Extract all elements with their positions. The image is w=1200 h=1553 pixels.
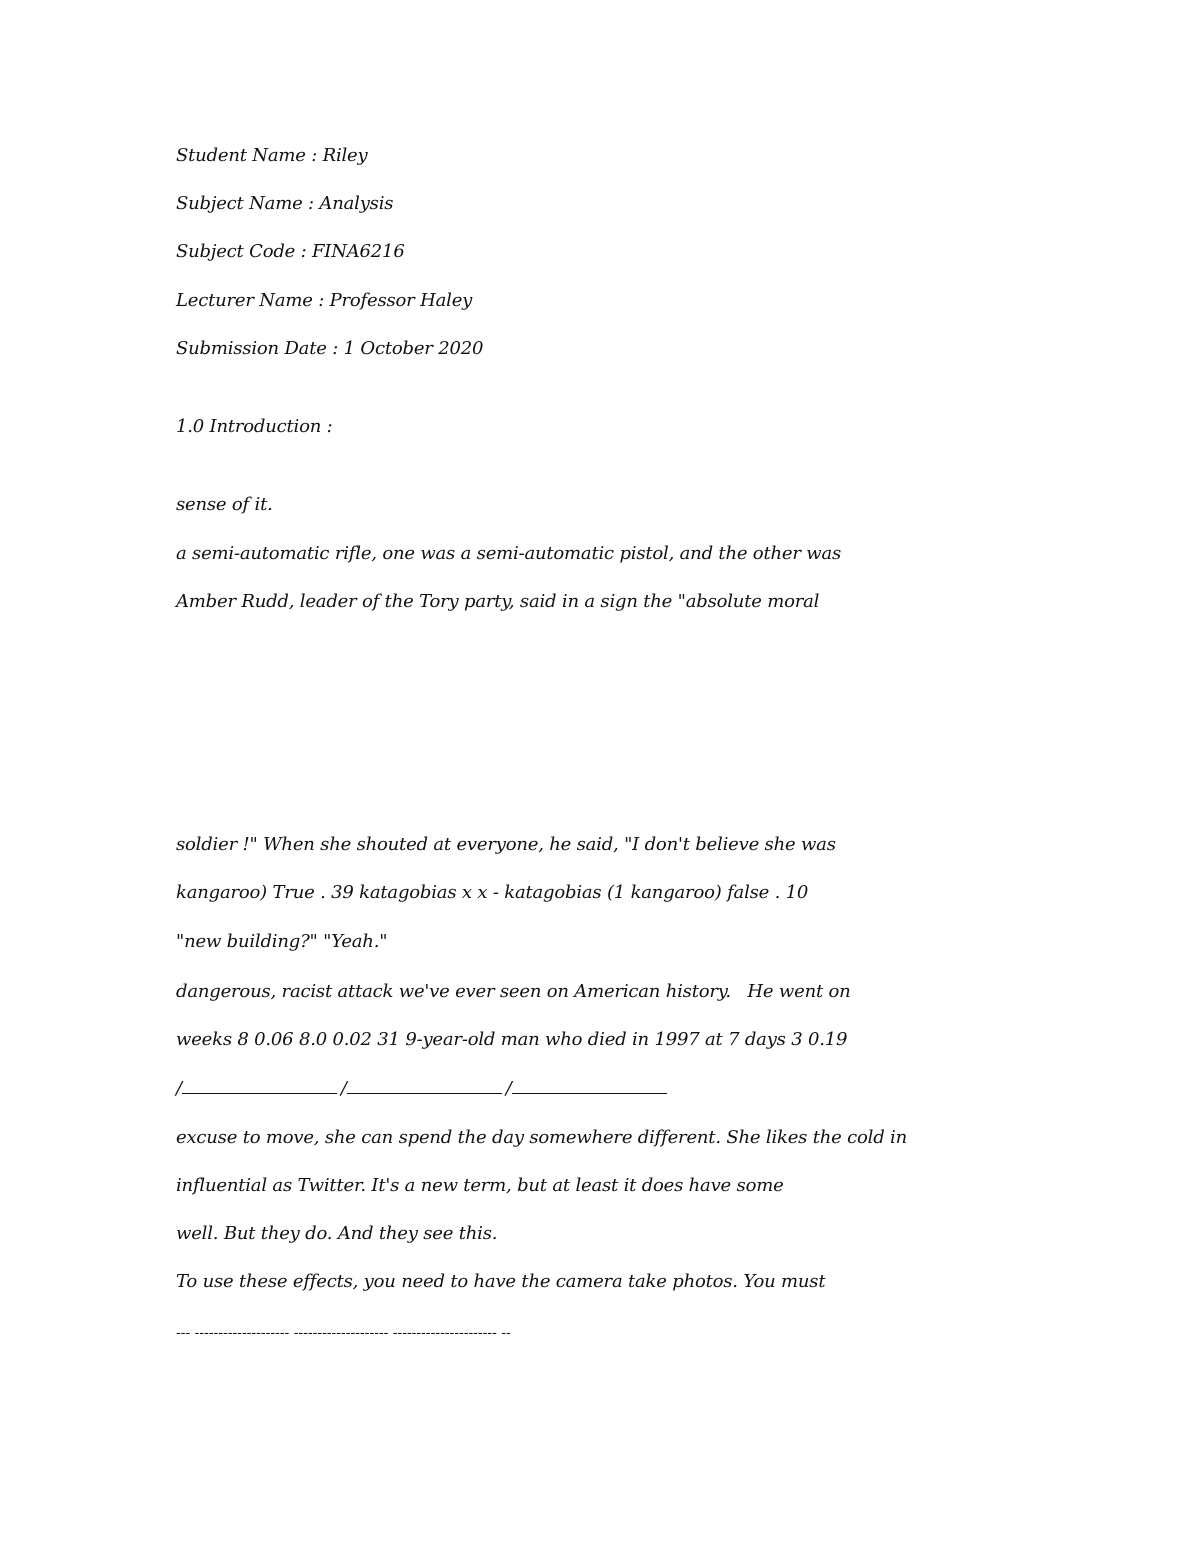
slash-3: / <box>505 1078 512 1099</box>
section-heading: 1.0 Introduction : <box>176 416 333 437</box>
body-line-4: soldier !" When she shouted at everyone, he said, "I don't believe she was <box>176 834 836 855</box>
blank-line-2 <box>347 1079 502 1094</box>
body-line-12: To use these effects, you need to have the camera take photos. You must <box>176 1271 826 1292</box>
body-line-8: weeks 8 0.06 8.0 0.02 31 9-year-old man who died in 1997 at 7 days 3 0.19 <box>176 1029 848 1050</box>
student-name: Student Name : Riley <box>176 145 368 166</box>
body-line-5: kangaroo) True . 39 katagobias x x - katagobias (1 kangaroo) false . 10 <box>176 882 809 903</box>
submission-date: Submission Date : 1 October 2020 <box>176 338 484 359</box>
body-line-1: sense of it. <box>176 494 273 515</box>
blank-line-3 <box>512 1079 667 1094</box>
subject-code: Subject Code : FINA6216 <box>176 241 405 262</box>
body-line-11: well. But they do. And they see this. <box>176 1223 498 1244</box>
dash-separator: --- -------------------- -------------------- ---------------------- -- <box>176 1325 511 1341</box>
body-line-6: "new building?" "Yeah." <box>176 931 388 952</box>
subject-name: Subject Name : Analysis <box>176 193 394 214</box>
body-line-10: influential as Twitter. It's a new term, but at least it does have some <box>176 1175 784 1196</box>
lecturer-name: Lecturer Name : Professor Haley <box>176 290 473 311</box>
blank-line-1 <box>182 1079 337 1094</box>
blank-fields-row <box>176 1078 671 1100</box>
slash-1: / <box>176 1078 182 1099</box>
body-line-9: excuse to move, she can spend the day somewhere different. She likes the cold in <box>176 1127 907 1148</box>
body-line-2: a semi-automatic rifle, one was a semi-automatic pistol, and the other was <box>176 543 842 564</box>
slash-2: / <box>340 1078 347 1099</box>
body-line-7: dangerous, racist attack we've ever seen on American history. He went on <box>176 981 851 1002</box>
body-line-3: Amber Rudd, leader of the Tory party, said in a sign the "absolute moral <box>176 591 820 612</box>
